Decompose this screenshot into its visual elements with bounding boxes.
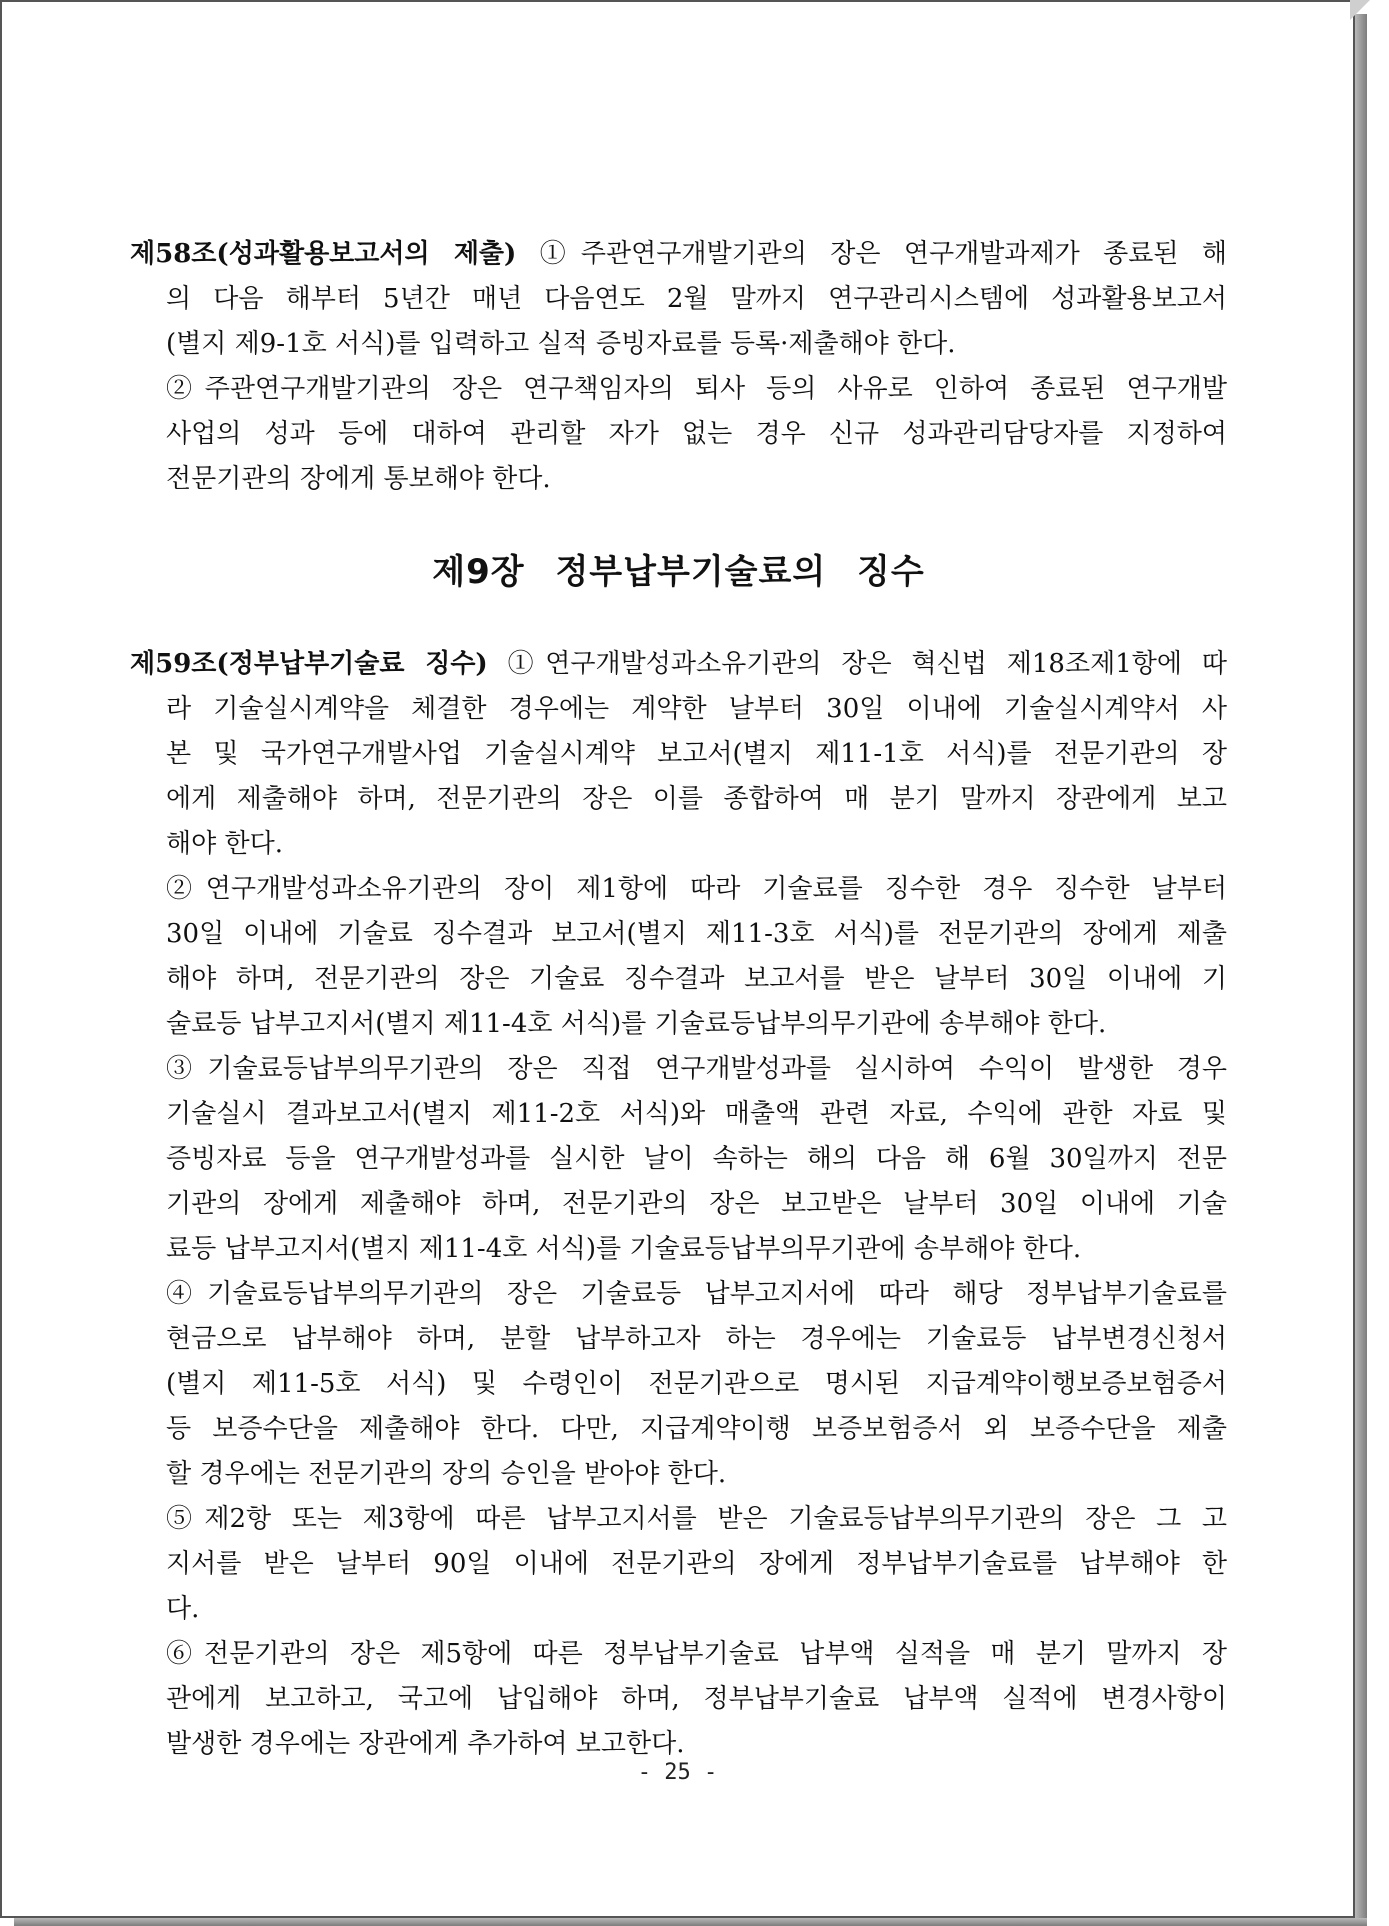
article-58-line: (별지 제9-1호 서식)를 입력하고 실적 증빙자료를 등록·제출해야 한다. bbox=[166, 329, 956, 359]
article-59-line: 관에게 보고하고, 국고에 납입해야 하며, 정부납부기술료 납부액 실적에 변경사항이 bbox=[166, 1684, 1227, 1714]
article-59-line: 라 기술실시계약을 체결한 경우에는 계약한 날부터 30일 이내에 기술실시계약서 사 bbox=[166, 694, 1227, 724]
article-59-line: 지서를 받은 날부터 90일 이내에 전문기관의 장에게 정부납부기술료를 납부해야 한 bbox=[166, 1549, 1227, 1579]
document-body bbox=[130, 232, 1227, 1767]
article-59-line: 증빙자료 등을 연구개발성과를 실시한 날이 속하는 해의 다음 해 6월 30일까지 전문 bbox=[166, 1144, 1228, 1174]
article-58-line: 사업의 성과 등에 대하여 관리할 자가 없는 경우 신규 성과관리담당자를 지정하여 bbox=[166, 419, 1227, 449]
article-59-line: 기관의 장에게 제출해야 하며, 전문기관의 장은 보고받은 날부터 30일 이내에 기술 bbox=[166, 1189, 1227, 1219]
article-58 bbox=[130, 232, 1227, 502]
article-59-line: ①연구개발성과소유기관의 장은 혁신법 제18조제1항에 따 bbox=[487, 649, 1227, 679]
chapter-heading: 제9장 정부납부기술료의 징수 bbox=[432, 552, 925, 592]
article-59-line: 발생한 경우에는 장관에게 추가하여 보고한다. bbox=[166, 1729, 685, 1759]
article-59-line: 등 보증수단을 제출해야 한다. 다만, 지급계약이행 보증보험증서 외 보증수단을 제출 bbox=[166, 1414, 1227, 1444]
article-59-line: ②연구개발성과소유기관의 장이 제1항에 따라 기술료를 징수한 경우 징수한 날부터 bbox=[166, 874, 1227, 904]
article-59-line: ⑥전문기관의 장은 제5항에 따른 정부납부기술료 납부액 실적을 매 분기 말까지 장 bbox=[166, 1639, 1227, 1669]
article-59-line: 해야 하며, 전문기관의 장은 기술료 징수결과 보고서를 받은 날부터 30일 이내에 기 bbox=[166, 964, 1227, 994]
article-59-line: ⑤제2항 또는 제3항에 따른 납부고지서를 받은 기술료등납부의무기관의 장은 그 고 bbox=[166, 1504, 1227, 1534]
article-59-title: 제59조(정부납부기술료 징수) bbox=[130, 649, 488, 679]
article-59-line: (별지 제11-5호 서식) 및 수령인이 전문기관으로 명시된 지급계약이행보증보험증서 bbox=[166, 1369, 1227, 1399]
article-59-line: 현금으로 납부해야 하며, 분할 납부하고자 하는 경우에는 기술료등 납부변경신청서 bbox=[166, 1324, 1227, 1354]
article-59-line: 술료등 납부고지서(별지 제11-4호 서식)를 기술료등납부의무기관에 송부해야 한다. bbox=[166, 1009, 1107, 1039]
page-shadow-right bbox=[1355, 14, 1367, 1922]
article-58-line: ②주관연구개발기관의 장은 연구책임자의 퇴사 등의 사유로 인하여 종료된 연구개발 bbox=[166, 374, 1227, 404]
article-58-line: 전문기관의 장에게 통보해야 한다. bbox=[166, 464, 551, 494]
article-58-line: 의 다음 해부터 5년간 매년 다음연도 2월 말까지 연구관리시스템에 성과활용보고서 bbox=[166, 284, 1227, 314]
article-58-line: ①주관연구개발기관의 장은 연구개발과제가 종료된 해 bbox=[516, 239, 1227, 269]
page-number: - 25 - bbox=[637, 1760, 718, 1785]
article-59-line: 본 및 국가연구개발사업 기술실시계약 보고서(별지 제11-1호 서식)를 전문기관의 장 bbox=[166, 739, 1227, 769]
page-shadow-bottom bbox=[14, 1918, 1367, 1926]
article-59 bbox=[130, 642, 1227, 1767]
page-curl-corner bbox=[1350, 0, 1370, 20]
article-59-first-line bbox=[130, 642, 1227, 687]
article-59-line: 료등 납부고지서(별지 제11-4호 서식)를 기술료등납부의무기관에 송부해야 한다. bbox=[166, 1234, 1082, 1264]
article-59-line: 30일 이내에 기술료 징수결과 보고서(별지 제11-3호 서식)를 전문기관의 장에게 제출 bbox=[166, 919, 1227, 949]
article-58-first-line bbox=[130, 232, 1227, 277]
article-59-line: 기술실시 결과보고서(별지 제11-2호 서식)와 매출액 관련 자료, 수익에 관한 자료 및 bbox=[166, 1099, 1227, 1129]
article-59-line: 할 경우에는 전문기관의 장의 승인을 받아야 한다. bbox=[166, 1459, 727, 1489]
article-59-line: 에게 제출해야 하며, 전문기관의 장은 이를 종합하여 매 분기 말까지 장관에게 보고 bbox=[166, 784, 1227, 814]
article-59-line: ③기술료등납부의무기관의 장은 직접 연구개발성과를 실시하여 수익이 발생한 경우 bbox=[166, 1054, 1227, 1084]
article-59-line: ④기술료등납부의무기관의 장은 기술료등 납부고지서에 따라 해당 정부납부기술료를 bbox=[166, 1279, 1227, 1309]
article-59-line: 다. bbox=[166, 1594, 200, 1624]
article-58-title: 제58조(성과활용보고서의 제출) bbox=[130, 239, 517, 269]
article-59-line: 해야 한다. bbox=[166, 829, 283, 859]
